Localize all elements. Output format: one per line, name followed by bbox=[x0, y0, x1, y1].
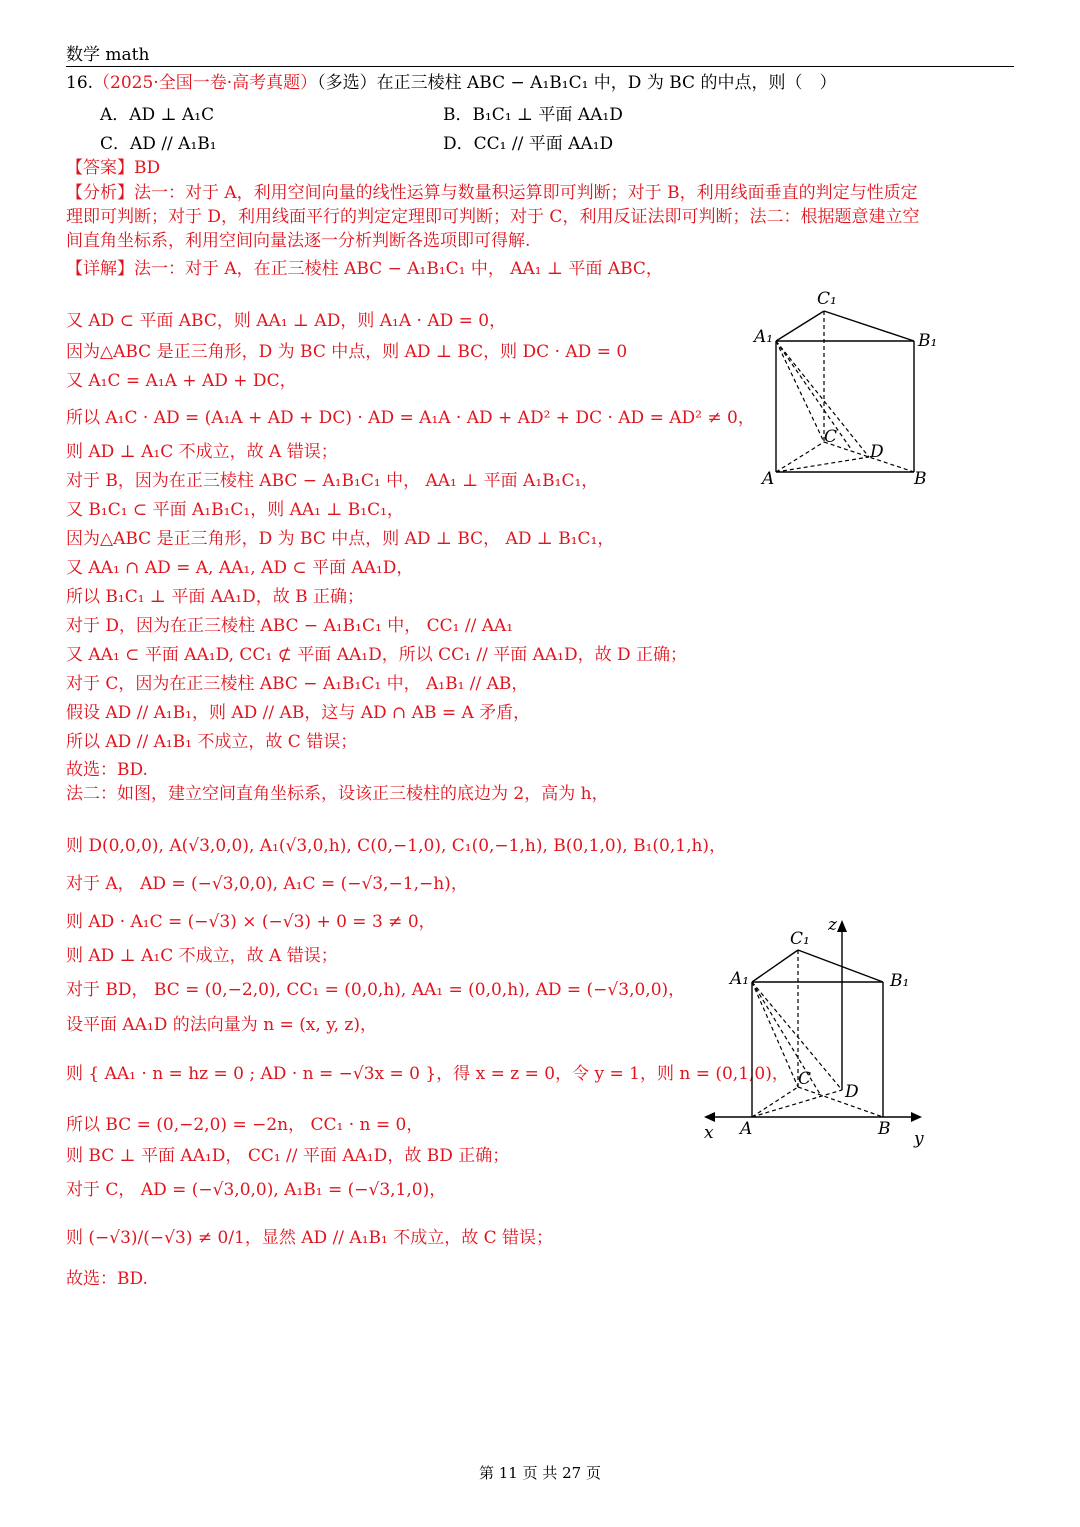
page-header: 数学 math bbox=[66, 45, 150, 65]
method1-line: 对于 D，因为在正三棱柱 ABC − A₁B₁C₁ 中， CC₁ // AA₁ bbox=[66, 616, 514, 636]
label-B1: B₁ bbox=[918, 331, 938, 351]
label-A1: A₁ bbox=[754, 327, 774, 347]
method2-line: 对于 BD， BC = (0,−2,0), CC₁ = (0,0,h), AA₁ = (0,0,h), AD = (−√3,0,0)， bbox=[66, 980, 686, 1000]
label-D: D bbox=[845, 1082, 859, 1102]
label-B1: B₁ bbox=[890, 971, 910, 991]
label-C1: C₁ bbox=[790, 929, 810, 949]
analysis-line: 理即可判断；对于 D，利用线面平行的判定定理即可判断；对于 C，利用反证法即可判断；法二：根据题意建立空 bbox=[66, 207, 920, 227]
method1-line: 又 AA₁ ⊂ 平面 AA₁D, CC₁ ⊄ 平面 AA₁D，所以 CC₁ // 平面 AA₁D，故 D 正确； bbox=[66, 645, 688, 665]
method2-line: 则 D(0,0,0), A(√3,0,0), A₁(√3,0,h), C(0,−1,0), C₁(0,−1,h), B(0,1,0), B₁(0,1,h)， bbox=[66, 836, 727, 856]
detail-head: 【详解】法一：对于 A，在正三棱柱 ABC − A₁B₁C₁ 中， AA₁ ⊥ 平面 ABC， bbox=[66, 259, 663, 279]
method2-line: 则 AD · A₁C = (−√3) × (−√3) + 0 = 3 ≠ 0， bbox=[66, 912, 436, 932]
method2-line: 则 { AA₁ · n = hz = 0 ; AD · n = −√3x = 0 }，得 x = z = 0，令 y = 1，则 n = (0,1,0)， bbox=[66, 1064, 789, 1084]
answer: 【答案】BD bbox=[66, 158, 161, 178]
label-C1: C₁ bbox=[817, 289, 837, 309]
option-a: A．AD ⊥ A₁C bbox=[100, 105, 215, 125]
method2-line: 故选：BD. bbox=[66, 1269, 148, 1289]
method1-line: 对于 B，因为在正三棱柱 ABC − A₁B₁C₁ 中， AA₁ ⊥ 平面 A₁B₁C₁， bbox=[66, 471, 599, 491]
label-x: x bbox=[704, 1123, 714, 1143]
method1-line: 则 AD ⊥ A₁C 不成立，故 A 错误； bbox=[66, 442, 338, 462]
method1-line: 又 AA₁ ∩ AD = A, AA₁, AD ⊂ 平面 AA₁D， bbox=[66, 558, 414, 578]
method1-line: 又 AD ⊂ 平面 ABC，则 AA₁ ⊥ AD，则 A₁A · AD = 0， bbox=[66, 311, 507, 331]
method2-line: 设平面 AA₁D 的法向量为 n = (x, y, z)， bbox=[66, 1015, 377, 1035]
method1-line: 假设 AD // A₁B₁，则 AD // AB，这与 AD ∩ AB = A 矛盾， bbox=[66, 703, 531, 723]
question-line bbox=[66, 71, 836, 95]
method2-line: 则 AD ⊥ A₁C 不成立，故 A 错误； bbox=[66, 946, 338, 966]
option-d: D．CC₁ // 平面 AA₁D bbox=[443, 134, 614, 154]
method1-line: 所以 A₁C · AD = (A₁A + AD + DC) · AD = A₁A · AD + AD² + DC · AD = AD² ≠ 0， bbox=[66, 408, 755, 428]
label-C: C bbox=[824, 427, 838, 447]
prism-figure bbox=[740, 284, 950, 494]
label-A: A bbox=[762, 469, 775, 489]
method1-line: 法二：如图，建立空间直角坐标系，设该正三棱柱的底边为 2，高为 h， bbox=[66, 784, 609, 804]
label-y: y bbox=[914, 1129, 924, 1148]
option-b: B．B₁C₁ ⊥ 平面 AA₁D bbox=[443, 105, 623, 125]
label-D: D bbox=[870, 442, 884, 462]
prism-axes-figure bbox=[700, 912, 950, 1148]
label-B: B bbox=[914, 469, 927, 489]
label-C: C bbox=[798, 1069, 812, 1089]
option-c: C．AD // A₁B₁ bbox=[100, 134, 217, 154]
header-rule bbox=[66, 66, 1014, 67]
label-z: z bbox=[828, 915, 837, 935]
method1-line: 对于 C，因为在正三棱柱 ABC − A₁B₁C₁ 中， A₁B₁ // AB， bbox=[66, 674, 529, 694]
method2-line: 对于 C， AD = (−√3,0,0), A₁B₁ = (−√3,1,0)， bbox=[66, 1180, 447, 1200]
method1-line: 因为△ABC 是正三角形，D 为 BC 中点，则 AD ⊥ BC， AD ⊥ B₁C₁， bbox=[66, 529, 615, 549]
label-A1: A₁ bbox=[730, 969, 750, 989]
method1-line: 因为△ABC 是正三角形，D 为 BC 中点，则 AD ⊥ BC，则 DC · AD = 0 bbox=[66, 342, 628, 362]
method1-line: 所以 B₁C₁ ⊥ 平面 AA₁D，故 B 正确； bbox=[66, 587, 365, 607]
method2-line: 则 BC ⊥ 平面 AA₁D， CC₁ // 平面 AA₁D，故 BD 正确； bbox=[66, 1146, 510, 1166]
method1-line: 所以 AD // A₁B₁ 不成立，故 C 错误； bbox=[66, 732, 358, 752]
question-number: 16. bbox=[66, 73, 94, 93]
page-footer: 第 11 页 共 27 页 bbox=[478, 1464, 601, 1482]
method2-line: 对于 A， AD = (−√3,0,0), A₁C = (−√3,−1,−h)， bbox=[66, 874, 468, 894]
label-A: A bbox=[740, 1119, 753, 1139]
method1-line: 又 B₁C₁ ⊂ 平面 A₁B₁C₁，则 AA₁ ⊥ B₁C₁， bbox=[66, 500, 404, 520]
analysis-line: 【分析】法一：对于 A，利用空间向量的线性运算与数量积运算即可判断；对于 B，利用线面垂直的判定与性质定 bbox=[66, 183, 918, 203]
question-source: （2025·全国一卷·高考真题） bbox=[93, 73, 318, 93]
method1-line: 又 A₁C = A₁A + AD + DC， bbox=[66, 371, 297, 391]
method2-line: 所以 BC = (0,−2,0) = −2n， CC₁ · n = 0， bbox=[66, 1115, 424, 1135]
method1-line: 故选：BD. bbox=[66, 760, 148, 780]
label-B: B bbox=[878, 1119, 891, 1139]
analysis-line: 间直角坐标系，利用空间向量法逐一分析判断各选项即可得解. bbox=[66, 231, 531, 251]
method2-line: 则 (−√3)/(−√3) ≠ 0/1，显然 AD // A₁B₁ 不成立，故 C 错误； bbox=[66, 1228, 554, 1248]
question-stem: （多选）在正三棱柱 ABC − A₁B₁C₁ 中，D 为 BC 的中点，则（ ） bbox=[317, 73, 837, 93]
